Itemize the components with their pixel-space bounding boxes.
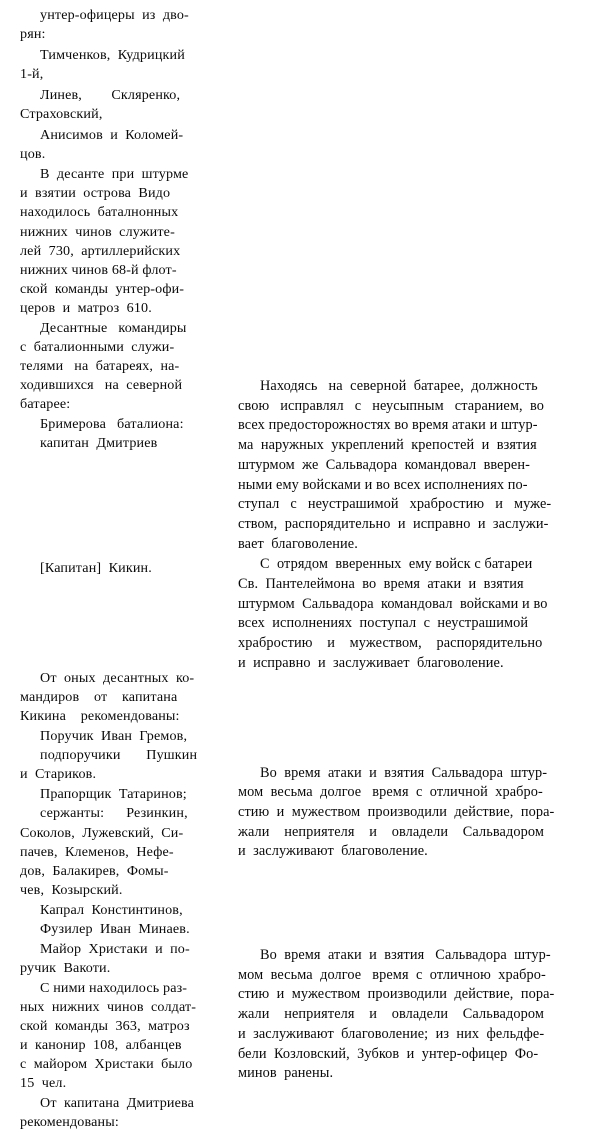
- paragraph-brimerov-battalion: [20, 415, 238, 453]
- text-line: и заслуживают благоволение; из них фельдфе-: [238, 1025, 545, 1042]
- paragraph-landing-counts: [20, 165, 238, 317]
- text-line: телями на батареях, на-: [20, 357, 180, 374]
- text-line: подпоручики Пушкин: [40, 747, 198, 764]
- paragraph-ranks-count: [20, 979, 238, 1093]
- paragraph-names-1: [20, 46, 238, 84]
- text-line: ской команды 363, матроз: [20, 1017, 190, 1034]
- text-line: пачев, Клеменов, Нефе-: [20, 843, 174, 860]
- text-line: мом весьма долгое время с отличною храбро-: [238, 966, 546, 983]
- paragraph-citation-salvador-2: [238, 946, 594, 1084]
- text-line: От капитана Дмитриева: [40, 1095, 195, 1112]
- text-line: ма наружных укреплений крепостей и взятия: [238, 437, 537, 454]
- text-line: сержанты: Резинкин,: [40, 805, 188, 822]
- text-line: лей 730, артиллерийских: [20, 242, 181, 259]
- text-line: Поручик Иван Гремов,: [40, 728, 188, 745]
- text-line: всех исполнениях поступал с неустрашимой: [238, 615, 529, 632]
- text-line: Прапорщик Татаринов;: [40, 786, 187, 803]
- text-line: жали неприятеля и овладели Сальвадором: [238, 1006, 544, 1023]
- text-line: Тимченков, Кудрицкий: [40, 47, 185, 64]
- text-line: цов.: [20, 146, 46, 163]
- text-line: и Стариков.: [20, 766, 97, 783]
- text-line: Кикина рекомендованы:: [20, 708, 180, 725]
- text-line: рян:: [20, 26, 46, 43]
- text-line: Бримерова баталиона:: [40, 415, 184, 432]
- paragraph-citation-panteleimon: [238, 555, 594, 673]
- text-line: и исправно и заслуживает благоволение.: [238, 654, 504, 671]
- paragraph-kapral-konstintinov: [20, 901, 238, 939]
- paragraph-praporshchik-tatarinov: [20, 785, 238, 899]
- text-line: Линев, Скляренко,: [40, 87, 181, 104]
- text-line: В десанте при штурме: [40, 166, 189, 183]
- paragraph-captain-kikin: [20, 559, 238, 578]
- text-line: рекомендованы:: [20, 1114, 119, 1131]
- text-line: ных нижних чинов солдат-: [20, 998, 197, 1015]
- text-line: с баталионными служи-: [20, 338, 175, 355]
- text-line: Во время атаки и взятия Сальвадора штур-: [260, 947, 551, 964]
- paragraph-citation-north-battery: [238, 377, 594, 554]
- right-text-column: [238, 6, 594, 1084]
- paragraph-citation-salvador-1: [238, 764, 594, 863]
- text-line: нижних чинов служите-: [20, 223, 175, 240]
- text-line: чев, Козырский.: [20, 881, 123, 898]
- paragraph-recommended-by-kikin: [20, 669, 238, 726]
- paragraph-mayor-hristaki: [20, 940, 238, 978]
- text-line: Анисимов и Коломей-: [40, 127, 184, 144]
- text-line: штурмом же Сальвадора командовал вверен-: [238, 456, 530, 473]
- text-line: ручик Вакоти.: [20, 959, 111, 976]
- text-line: Страховский,: [20, 106, 103, 123]
- text-line: С ними находилось раз-: [40, 979, 188, 996]
- text-line: свою исправлял с неусыпным старанием, во: [238, 397, 545, 414]
- text-line: и заслуживают благоволение.: [238, 843, 428, 860]
- left-text-column: [20, 6, 238, 1132]
- text-line: храбростию и мужеством, распорядительно: [238, 635, 543, 652]
- text-line: нижних чинов 68-й флот-: [20, 261, 177, 278]
- text-line: От оных десантных ко-: [40, 670, 195, 687]
- text-line: Фузилер Иван Минаев.: [40, 920, 190, 937]
- paragraph-landing-commanders: [20, 319, 238, 414]
- text-line: Капрал Констинтинов,: [40, 901, 183, 918]
- text-line: 1-й,: [20, 66, 44, 83]
- paragraph-names-2: [20, 86, 238, 124]
- text-line: стию и мужеством производили действие, пора-: [238, 986, 555, 1003]
- text-line: ходившихся на северной: [20, 376, 183, 393]
- text-line: ской команды унтер-офи-: [20, 280, 185, 297]
- text-line: ступал с неустрашимой храбростию и муже-: [238, 496, 552, 513]
- text-line: всех предосторожностях во время атаки и штур-: [238, 417, 538, 434]
- text-line: 15 чел.: [20, 1075, 67, 1092]
- text-line: вает благоволение.: [238, 535, 358, 552]
- paragraph-recommended-by-dmitriev: [20, 1094, 238, 1132]
- text-line: жали неприятеля и овладели Сальвадором: [238, 823, 544, 840]
- text-line: церов и матроз 610.: [20, 299, 152, 316]
- text-line: мандиров от капитана: [20, 689, 178, 706]
- text-line: Соколов, Лужевский, Си-: [20, 824, 184, 841]
- text-line: находилось баталнонных: [20, 204, 179, 221]
- text-line: капитан Дмитриев: [40, 435, 158, 452]
- text-line: [Капитан] Кикин.: [40, 560, 152, 577]
- text-line: Св. Пантелеймона во время атаки и взятия: [238, 576, 524, 593]
- text-line: минов ранены.: [238, 1065, 334, 1082]
- text-line: бели Козловский, Зубков и унтер-офицер Фо-: [238, 1045, 539, 1062]
- text-line: Десантные командиры: [40, 319, 187, 336]
- paragraph-names-3: [20, 126, 238, 164]
- text-line: дов, Балакирев, Фомы-: [20, 862, 169, 879]
- text-line: ством, распорядительно и исправно и заслужи-: [238, 515, 549, 532]
- text-line: штурмом Сальвадора командовал войсками и во: [238, 595, 548, 612]
- text-line: С отрядом вверенных ему войск с батареи: [260, 556, 533, 573]
- paragraph-poruchik-gremov: [20, 727, 238, 784]
- text-line: с майором Христаки было: [20, 1056, 193, 1073]
- paragraph-officers-nobility: [20, 6, 238, 44]
- text-line: ными ему войсками и во всех исполнениях по-: [238, 476, 528, 493]
- text-line: Майор Христаки и по-: [40, 940, 190, 957]
- text-line: стию и мужеством производили действие, пора-: [238, 803, 555, 820]
- text-line: Находясь на северной батарее, должность: [260, 378, 538, 394]
- text-line: Во время атаки и взятия Сальвадора штур-: [260, 764, 548, 781]
- text-line: и канонир 108, албанцев: [20, 1037, 182, 1054]
- text-line: и взятии острова Видо: [20, 185, 171, 202]
- text-line: мом весьма долгое время с отличной храбро-: [238, 784, 543, 801]
- text-line: унтер-офицеры из дво-: [40, 7, 189, 23]
- text-line: батарее:: [20, 395, 71, 412]
